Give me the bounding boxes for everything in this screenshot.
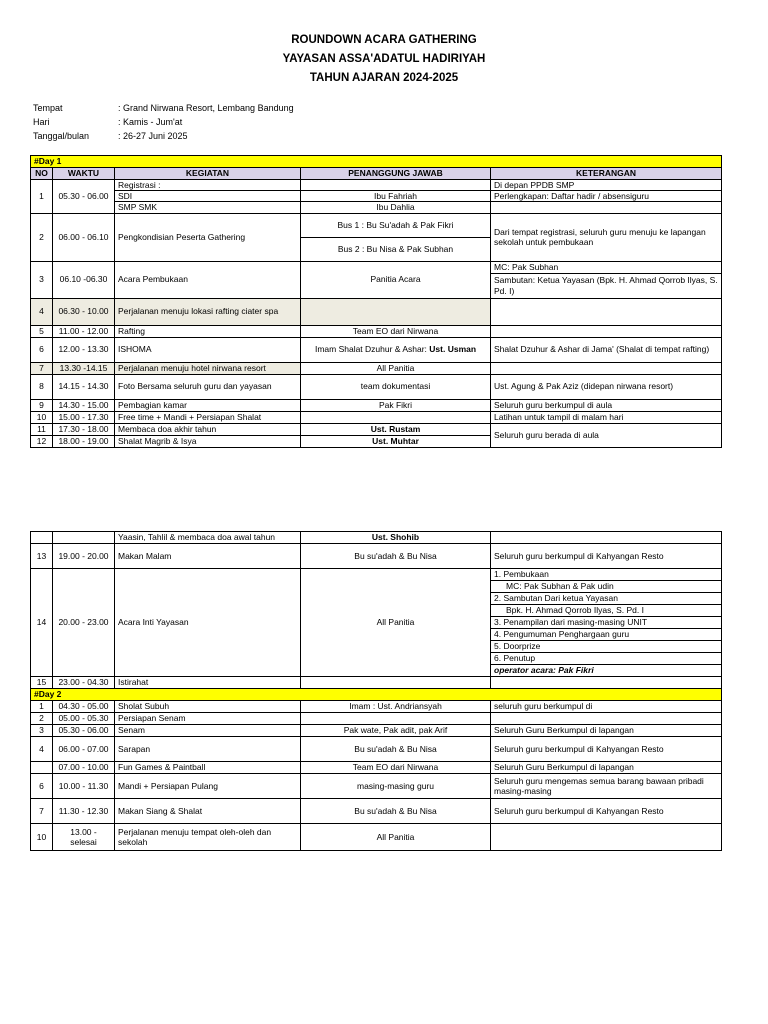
table-cell: Bu su'adah & Bu Nisa xyxy=(301,799,491,824)
table-cell xyxy=(491,532,722,544)
table-cell: Acara Inti Yayasan xyxy=(115,569,301,677)
table-cell: Makan Malam xyxy=(115,544,301,569)
table-cell: 11.00 - 12.00 xyxy=(53,325,115,337)
table-cell: MC: Pak Subhan xyxy=(491,261,722,273)
table-cell: 1 xyxy=(31,701,53,713)
table-cell: All Panitia xyxy=(301,569,491,677)
table-row xyxy=(31,762,722,774)
table-row xyxy=(31,423,722,435)
table-cell: 06.10 -06.30 xyxy=(53,261,115,298)
table-cell: Foto Bersama seluruh guru dan yayasan xyxy=(115,374,301,399)
table-cell: 5 xyxy=(31,325,53,337)
table-cell xyxy=(301,411,491,423)
table-cell: Ust. Shohib xyxy=(301,532,491,544)
table-cell: Bu su'adah & Bu Nisa xyxy=(301,737,491,762)
table-row xyxy=(31,713,722,725)
day2-label: #Day 2 xyxy=(31,689,722,701)
table-cell: 10 xyxy=(31,824,53,851)
table-row xyxy=(31,737,722,762)
table-cell: Shalat Dzuhur & Ashar di Jama' (Shalat di tempat rafting) xyxy=(491,337,722,362)
table-cell xyxy=(491,713,722,725)
table-row xyxy=(31,362,722,374)
table-cell: 2. Sambutan Dari ketua Yayasan xyxy=(491,593,722,605)
rundown-table-day1 xyxy=(30,155,722,448)
table-cell: 7 xyxy=(31,799,53,824)
table-cell: Registrasi : xyxy=(115,180,301,191)
table-cell: 19.00 - 20.00 xyxy=(53,544,115,569)
table-row xyxy=(31,569,722,581)
table-cell: Dari tempat registrasi, seluruh guru menuju ke lapangan sekolah untuk pembukaan xyxy=(491,213,722,261)
table-cell: Fun Games & Paintball xyxy=(115,762,301,774)
table-cell: 3 xyxy=(31,725,53,737)
doc-title-line3: TAHUN AJARAN 2024-2025 xyxy=(309,72,459,84)
info-tanggal: Tanggal/bulan : 26-27 Juni 2025 xyxy=(33,131,188,141)
table-row xyxy=(31,298,722,325)
table-cell: operator acara: Pak Fikri xyxy=(491,665,722,677)
header-waktu: WAKTU xyxy=(53,168,115,180)
table-cell: Perjalanan menuju hotel nirwana resort xyxy=(115,362,301,374)
table-row xyxy=(31,725,722,737)
table-cell: Seluruh Guru Berkumpul di lapangan xyxy=(491,725,722,737)
table-cell: team dokumentasi xyxy=(301,374,491,399)
table-cell: Perjalanan menuju lokasi rafting ciater spa xyxy=(115,298,301,325)
table-cell: Perjalanan menuju tempat oleh-oleh dan sekolah xyxy=(115,824,301,851)
table-cell: Ibu Dahlia xyxy=(301,202,491,213)
table-cell: 5. Doorprize xyxy=(491,641,722,653)
info-hari: Hari : Kamis - Jum'at xyxy=(33,117,183,127)
table-cell: 11 xyxy=(31,423,53,435)
table-cell: Shalat Magrib & Isya xyxy=(115,435,301,447)
table-cell: 10 xyxy=(31,411,53,423)
table-cell: Latihan untuk tampil di malam hari xyxy=(491,411,722,423)
table-cell: 14 xyxy=(31,569,53,677)
table-cell: Seluruh guru berada di aula xyxy=(491,423,722,447)
table-cell: Bpk. H. Ahmad Qorrob Ilyas, S. Pd. I xyxy=(491,605,722,617)
table-cell: Free time + Mandi + Persiapan Shalat xyxy=(115,411,301,423)
table-cell: 2 xyxy=(31,213,53,261)
table-cell: Pembagian kamar xyxy=(115,399,301,411)
table-cell: 14.30 - 15.00 xyxy=(53,399,115,411)
table-cell: 15.00 - 17.30 xyxy=(53,411,115,423)
table-cell: Ust. Muhtar xyxy=(301,435,491,447)
table-cell: Bus 2 : Bu Nisa & Pak Subhan xyxy=(301,237,491,261)
table-row xyxy=(31,677,722,689)
table-cell: masing-masing guru xyxy=(301,774,491,799)
header-keterangan: KETERANGAN xyxy=(491,168,722,180)
table-cell: All Panitia xyxy=(301,362,491,374)
table-cell: SDI xyxy=(115,191,301,202)
table-cell: 3 xyxy=(31,261,53,298)
day1-label: #Day 1 xyxy=(31,156,722,168)
table-row xyxy=(31,191,722,202)
table-cell: 04.30 - 05.00 xyxy=(53,701,115,713)
table-cell: 7 xyxy=(31,362,53,374)
table-cell: Pengkondisian Peserta Gathering xyxy=(115,213,301,261)
table-cell: 1 xyxy=(31,180,53,214)
table-cell xyxy=(491,677,722,689)
table-cell: Makan Siang & Shalat xyxy=(115,799,301,824)
table-cell: 13.00 - selesai xyxy=(53,824,115,851)
table-cell: 12.00 - 13.30 xyxy=(53,337,115,362)
table-cell xyxy=(31,532,53,544)
table-cell: 05.00 - 05.30 xyxy=(53,713,115,725)
table-cell: 23.00 - 04.30 xyxy=(53,677,115,689)
table-cell: 4 xyxy=(31,298,53,325)
table-cell: Seluruh guru berkumpul di Kahyangan Resto xyxy=(491,737,722,762)
table-cell xyxy=(491,202,722,213)
header-pj: PENANGGUNG JAWAB xyxy=(301,168,491,180)
table-cell: 2 xyxy=(31,713,53,725)
table-cell: Ust. Agung & Pak Aziz (didepan nirwana resort) xyxy=(491,374,722,399)
table-cell: SMP SMK xyxy=(115,202,301,213)
table-cell: Sholat Subuh xyxy=(115,701,301,713)
table-cell: 13 xyxy=(31,544,53,569)
header-kegiatan: KEGIATAN xyxy=(115,168,301,180)
table-cell: Imam Shalat Dzuhur & Ashar: Ust. Usman xyxy=(301,337,491,362)
table-cell: Seluruh guru berkumpul di aula xyxy=(491,399,722,411)
table-cell: 4 xyxy=(31,737,53,762)
doc-title-line2: YAYASAN ASSA'ADATUL HADIRIYAH xyxy=(282,53,486,65)
table-cell: 17.30 - 18.00 xyxy=(53,423,115,435)
header-no: NO xyxy=(31,168,53,180)
table-cell: 13.30 -14.15 xyxy=(53,362,115,374)
table-cell: ISHOMA xyxy=(115,337,301,362)
table-cell: Team EO dari Nirwana xyxy=(301,762,491,774)
table-cell: 10.00 - 11.30 xyxy=(53,774,115,799)
table-cell: Di depan PPDB SMP xyxy=(491,180,722,191)
table-cell: 06.30 - 10.00 xyxy=(53,298,115,325)
table-cell: 1. Pembukaan xyxy=(491,569,722,581)
table-cell: 4. Pengumuman Penghargaan guru xyxy=(491,629,722,641)
table-cell: Panitia Acara xyxy=(301,261,491,298)
table-cell: Bus 1 : Bu Su'adah & Pak Fikri xyxy=(301,213,491,237)
table-cell: Sambutan: Ketua Yayasan (Bpk. H. Ahmad Qorrob Ilyas, S. Pd. I) xyxy=(491,273,722,298)
table-row xyxy=(31,325,722,337)
table-cell: Team EO dari Nirwana xyxy=(301,325,491,337)
table-cell: Perlengkapan: Daftar hadir / absensiguru xyxy=(491,191,722,202)
table-cell: Acara Pembukaan xyxy=(115,261,301,298)
table-cell: 20.00 - 23.00 xyxy=(53,569,115,677)
table-cell: Senam xyxy=(115,725,301,737)
table-cell: 06.00 - 06.10 xyxy=(53,213,115,261)
table-cell: 6 xyxy=(31,774,53,799)
table-cell: Pak wate, Pak adit, pak Arif xyxy=(301,725,491,737)
table-row xyxy=(31,202,722,213)
info-tempat: Tempat : Grand Nirwana Resort, Lembang Bandung xyxy=(33,103,294,113)
table-cell: Seluruh guru mengemas semua barang bawaan pribadi masing-masing xyxy=(491,774,722,799)
table-cell: Rafting xyxy=(115,325,301,337)
table-cell: Membaca doa akhir tahun xyxy=(115,423,301,435)
table-cell: 12 xyxy=(31,435,53,447)
table-row xyxy=(31,337,722,362)
table-row xyxy=(31,532,722,544)
doc-title-line1: ROUNDOWN ACARA GATHERING xyxy=(291,34,477,46)
table-cell: MC: Pak Subhan & Pak udin xyxy=(491,581,722,593)
table-cell xyxy=(491,298,722,325)
table-cell: Pak Fikri xyxy=(301,399,491,411)
table-cell: Seluruh guru berkumpul di Kahyangan Resto xyxy=(491,799,722,824)
table-cell xyxy=(301,677,491,689)
table-cell: 15 xyxy=(31,677,53,689)
table-cell: Ust. Rustam xyxy=(301,423,491,435)
table-cell: 8 xyxy=(31,374,53,399)
table-cell: 05.30 - 06.00 xyxy=(53,180,115,214)
table-cell: 3. Penampilan dari masing-masing UNIT xyxy=(491,617,722,629)
table-cell: 9 xyxy=(31,399,53,411)
table-row xyxy=(31,701,722,713)
table-cell: seluruh guru berkumpul di xyxy=(491,701,722,713)
table-cell: Mandi + Persiapan Pulang xyxy=(115,774,301,799)
table-cell xyxy=(491,824,722,851)
table-cell: 06.00 - 07.00 xyxy=(53,737,115,762)
table-cell xyxy=(491,325,722,337)
table-cell: All Panitia xyxy=(301,824,491,851)
table-cell xyxy=(491,362,722,374)
table-cell: Bu su'adah & Bu Nisa xyxy=(301,544,491,569)
table-cell: 07.00 - 10.00 xyxy=(53,762,115,774)
table-cell: Istirahat xyxy=(115,677,301,689)
table-cell: 14.15 - 14.30 xyxy=(53,374,115,399)
table-cell: 05.30 - 06.00 xyxy=(53,725,115,737)
table-cell xyxy=(301,713,491,725)
table-cell: Seluruh Guru Berkumpul di lapangan xyxy=(491,762,722,774)
table-cell xyxy=(31,762,53,774)
table-row xyxy=(31,213,722,237)
table-row xyxy=(31,399,722,411)
table-row xyxy=(31,544,722,569)
table-cell xyxy=(53,532,115,544)
table-cell: 6 xyxy=(31,337,53,362)
table-cell xyxy=(301,180,491,191)
table-row xyxy=(31,824,722,851)
table-cell xyxy=(301,298,491,325)
table-row xyxy=(31,774,722,799)
table-cell: Sarapan xyxy=(115,737,301,762)
table-cell: Seluruh guru berkumpul di Kahyangan Resto xyxy=(491,544,722,569)
table-cell: 11.30 - 12.30 xyxy=(53,799,115,824)
table-row xyxy=(31,261,722,273)
table-row xyxy=(31,411,722,423)
table-cell: 18.00 - 19.00 xyxy=(53,435,115,447)
table-row xyxy=(31,799,722,824)
table-cell: 6. Penutup xyxy=(491,653,722,665)
table-row xyxy=(31,374,722,399)
rundown-table-day1-cont-day2 xyxy=(30,531,722,851)
table-cell: Persiapan Senam xyxy=(115,713,301,725)
table-row xyxy=(31,180,722,191)
table-cell: Imam : Ust. Andriansyah xyxy=(301,701,491,713)
table-cell: Ibu Fahriah xyxy=(301,191,491,202)
table-cell: Yaasin, Tahlil & membaca doa awal tahun xyxy=(115,532,301,544)
